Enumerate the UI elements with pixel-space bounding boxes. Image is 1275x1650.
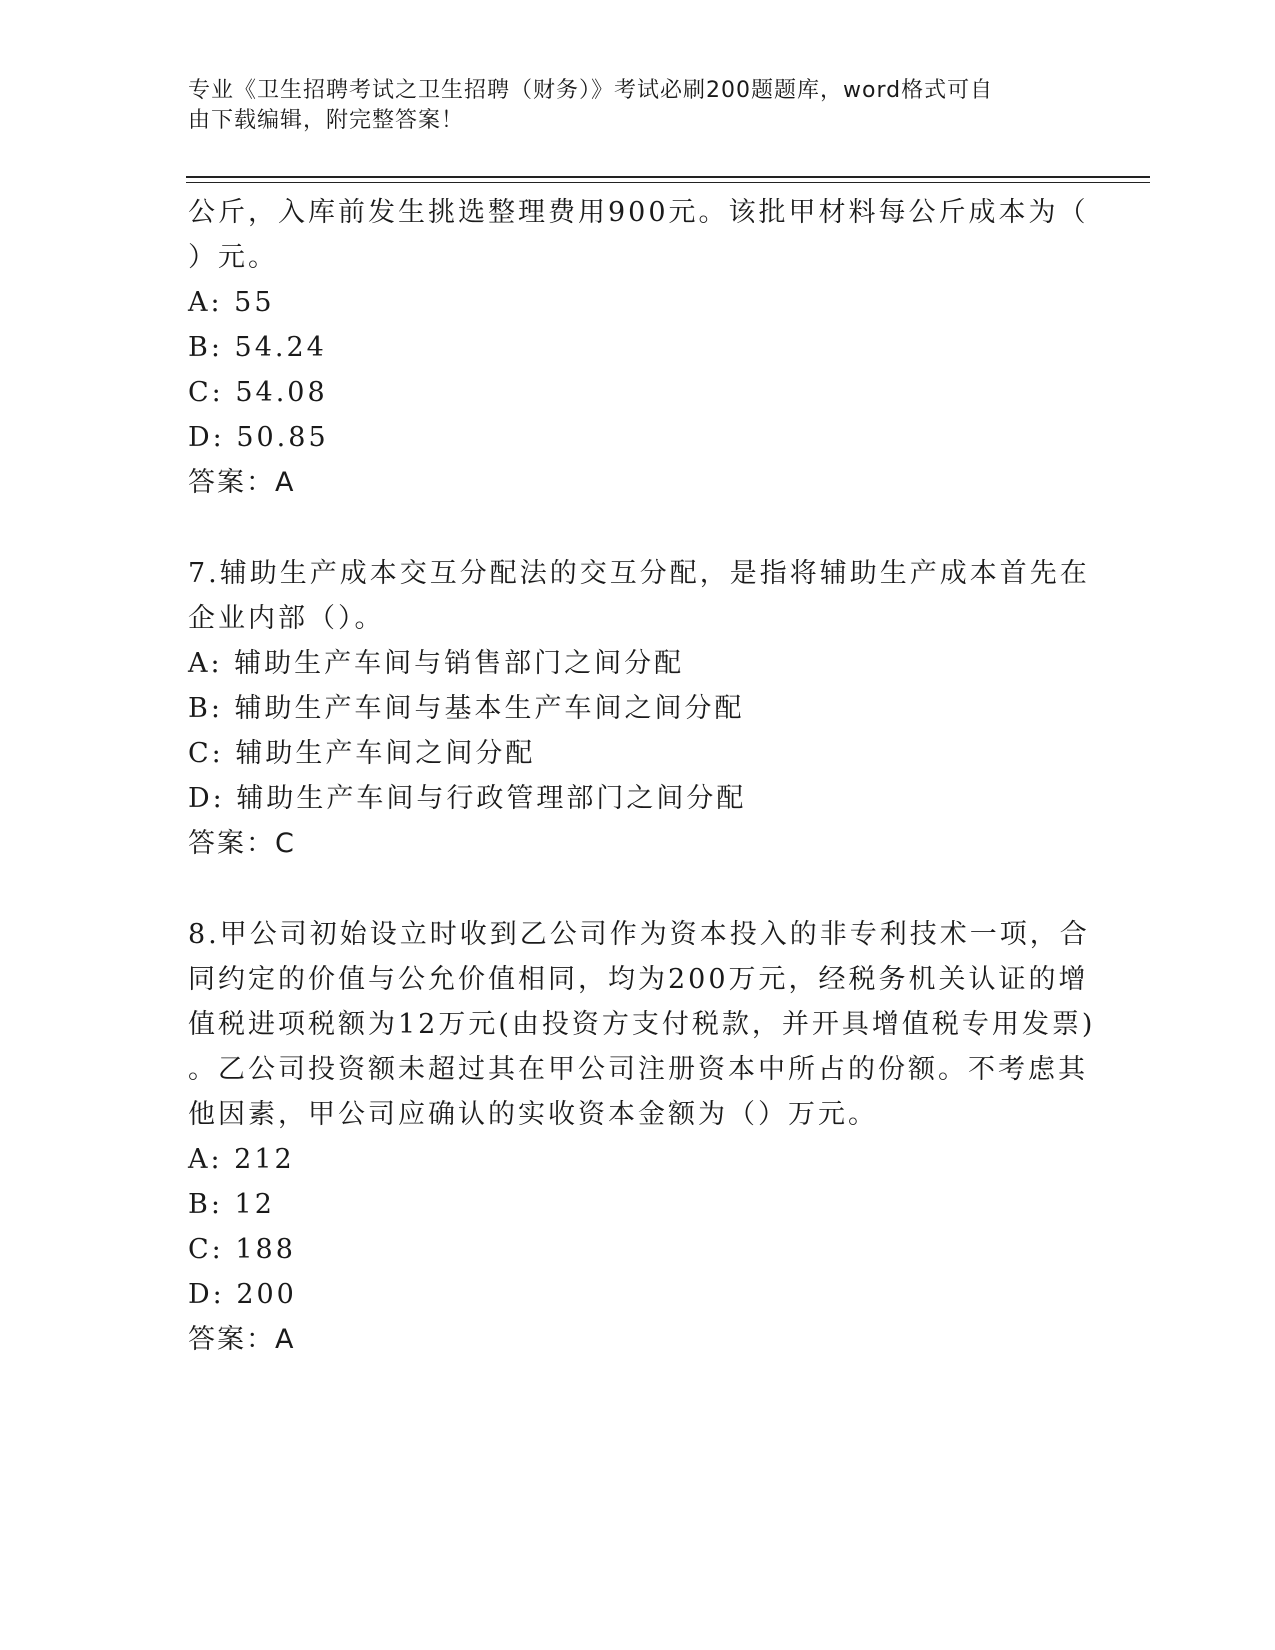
option-b: B: 54.24	[188, 332, 327, 363]
question-stem-line: 8.甲公司初始设立时收到乙公司作为资本投入的非专利技术一项，合	[188, 919, 1090, 950]
option-c: C: 54.08	[188, 377, 328, 408]
answer-line: 答案：A	[188, 1324, 296, 1355]
option-a: A: 55	[188, 287, 275, 318]
option-a: A: 212	[188, 1144, 295, 1175]
question-6	[188, 190, 1089, 505]
answer-line: 答案：C	[188, 828, 296, 859]
header-rule-thin	[186, 182, 1150, 183]
option-c: C: 188	[188, 1234, 296, 1265]
answer-line: 答案：A	[188, 467, 296, 498]
option-b: B: 12	[188, 1189, 275, 1220]
question-stem-line: 7.辅助生产成本交互分配法的交互分配，是指将辅助生产成本首先在	[188, 558, 1090, 589]
question-8	[188, 912, 1096, 1362]
option-d: D: 200	[188, 1279, 297, 1310]
header-line-1: 专业《卫生招聘考试之卫生招聘（财务）》考试必刷200题题库，word格式可自	[188, 78, 994, 103]
option-a: A: 辅助生产车间与销售部门之间分配	[188, 648, 685, 679]
question-stem-line: 企业内部（）。	[188, 603, 385, 634]
option-b: B: 辅助生产车间与基本生产车间之间分配	[188, 693, 745, 724]
question-stem-line: 。乙公司投资额未超过其在甲公司注册资本中所占的份额。不考虑其	[188, 1054, 1088, 1085]
header-line-2: 由下载编辑，附完整答案！	[188, 108, 465, 133]
question-stem-line: 值税进项税额为12万元(由投资方支付税款，并开具增值税专用发票)	[188, 1009, 1096, 1040]
question-list	[188, 190, 1096, 1362]
question-stem-line: 同约定的价值与公允价值相同，均为200万元，经税务机关认证的增	[188, 964, 1089, 995]
option-d: D: 辅助生产车间与行政管理部门之间分配	[188, 783, 747, 814]
document-header	[188, 76, 1068, 136]
question-stem-line: 公斤，入库前发生挑选整理费用900元。该批甲材料每公斤成本为（	[188, 197, 1089, 228]
option-c: C: 辅助生产车间之间分配	[188, 738, 536, 769]
header-rule-thick	[186, 176, 1150, 178]
question-stem-line: 他因素，甲公司应确认的实收资本金额为（）万元。	[188, 1099, 878, 1130]
option-d: D: 50.85	[188, 422, 329, 453]
question-7	[188, 551, 1090, 866]
question-stem-line: ）元。	[188, 242, 278, 273]
